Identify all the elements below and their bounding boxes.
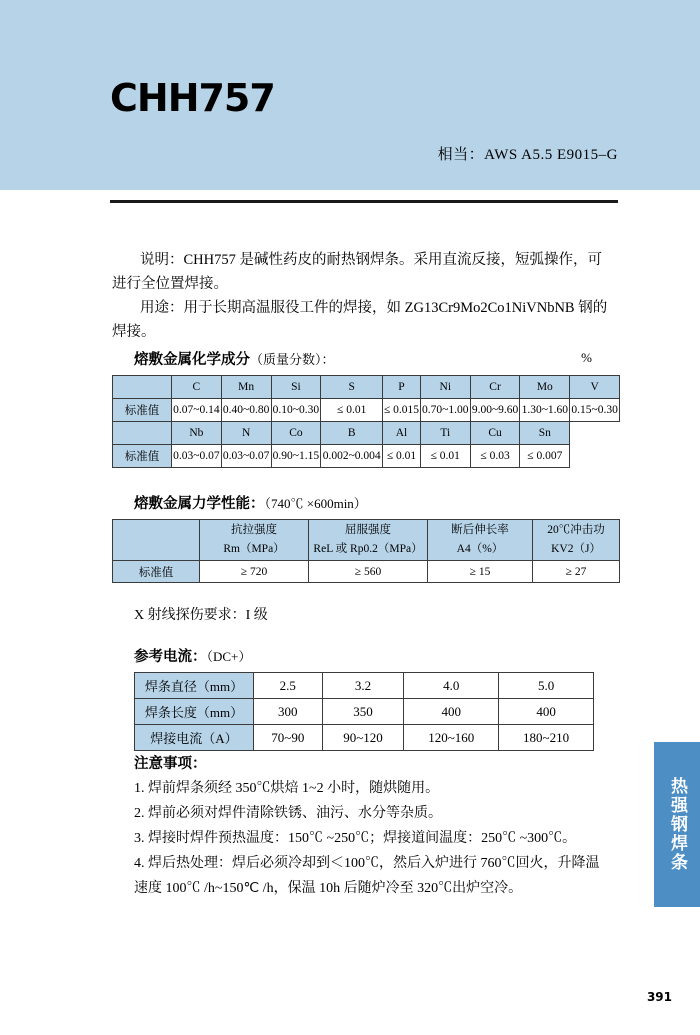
chemical-composition-table — [112, 375, 620, 468]
mech-header-yield-line2: ReL 或 Rp0.2（MPa） — [313, 543, 423, 555]
current-row-label-diameter: 焊条直径（mm） — [135, 673, 254, 699]
chem-header-s: S — [321, 376, 383, 399]
chem-header-mo: Mo — [520, 376, 570, 399]
chem-value-sn: ≤ 0.007 — [520, 445, 570, 468]
chem-header-ni: Ni — [420, 376, 470, 399]
chem-row-label-1: 标准值 — [113, 399, 172, 422]
chem-header-mn: Mn — [221, 376, 271, 399]
chem-corner-cell-2 — [113, 422, 172, 445]
table-row — [113, 561, 620, 583]
mech-value-elongation: ≥ 15 — [428, 561, 533, 583]
table-row — [113, 520, 620, 561]
table-row — [135, 673, 594, 699]
chem-value-mo: 1.30~1.60 — [520, 399, 570, 422]
current-row-label-amps: 焊接电流（A） — [135, 725, 254, 751]
current-diameter-4: 5.0 — [499, 673, 594, 699]
reference-current-table — [134, 672, 594, 751]
usage-label: 用途： — [140, 300, 184, 316]
mech-caption — [134, 492, 367, 513]
mech-header-impact — [533, 520, 620, 561]
chem-value-al: ≤ 0.01 — [383, 445, 421, 468]
chem-value-ni: 0.70~1.00 — [420, 399, 470, 422]
chem-caption-note: （质量分数）： — [250, 352, 335, 367]
description-label: 说明： — [140, 252, 184, 268]
chem-value-s: ≤ 0.01 — [321, 399, 383, 422]
mech-header-impact-line1: 20℃冲击功 — [547, 524, 605, 536]
chem-caption-main: 熔敷金属化学成分 — [134, 352, 250, 368]
note-item: 3. 焊接时焊件预热温度：150℃ ~250℃；焊接道间温度：250℃ ~300℃。 — [134, 831, 577, 846]
mech-header-yield — [309, 520, 428, 561]
chem-caption — [134, 348, 335, 369]
chem-header-n: N — [221, 422, 271, 445]
chem-row-label-2: 标准值 — [113, 445, 172, 468]
chem-header-c: C — [172, 376, 222, 399]
mech-value-yield: ≥ 560 — [309, 561, 428, 583]
current-length-2: 350 — [322, 699, 404, 725]
xray-requirement: X 射线探伤要求：I 级 — [134, 608, 268, 623]
chem-header-b: B — [321, 422, 383, 445]
chem-value-cu: ≤ 0.03 — [470, 445, 520, 468]
chem-corner-cell — [113, 376, 172, 399]
notes-title: 注意事项： — [134, 756, 207, 772]
page-title: CHH757 — [110, 76, 275, 120]
mech-header-tensile-line1: 抗拉强度 — [231, 524, 277, 536]
note-item: 4. 焊后热处理：焊后必须冷却到＜100℃，然后入炉进行 760℃回火，升降温速度 100℃ /h~150℃ /h，保温 10h 后随炉冷至 320℃出炉空冷。 — [134, 856, 600, 896]
mech-header-tensile-line2: Rm（MPa） — [223, 543, 285, 555]
current-amps-1: 70~90 — [254, 725, 323, 751]
chem-value-b: 0.002~0.004 — [321, 445, 383, 468]
current-diameter-2: 3.2 — [322, 673, 404, 699]
mech-header-elongation — [428, 520, 533, 561]
table-row — [113, 399, 620, 422]
table-row — [113, 445, 620, 468]
current-length-1: 300 — [254, 699, 323, 725]
chem-header-ti: Ti — [420, 422, 470, 445]
chem-value-c: 0.07~0.14 — [172, 399, 222, 422]
mech-caption-note: （740℃ ×600min） — [264, 496, 367, 511]
chem-header-sn: Sn — [520, 422, 570, 445]
mech-header-impact-line2: KV2（J） — [551, 543, 601, 555]
mech-value-tensile: ≥ 720 — [200, 561, 309, 583]
current-row-label-length: 焊条长度（mm） — [135, 699, 254, 725]
description-text: CHH757 是碱性药皮的耐热钢焊条。采用直流反接，短弧操作，可进行全位置焊接。 — [112, 252, 602, 292]
chem-value-p: ≤ 0.015 — [383, 399, 421, 422]
side-tab — [654, 742, 700, 907]
mech-header-tensile — [200, 520, 309, 561]
notes-list — [134, 776, 604, 901]
header-divider — [110, 200, 618, 203]
chem-header-cr: Cr — [470, 376, 520, 399]
mech-row-label: 标准值 — [113, 561, 200, 583]
chem-value-n: 0.03~0.07 — [221, 445, 271, 468]
current-length-4: 400 — [499, 699, 594, 725]
chem-value-ti: ≤ 0.01 — [420, 445, 470, 468]
side-tab-label: 热强钢焊条 — [667, 777, 687, 872]
chem-header-v: V — [570, 376, 620, 399]
description-paragraph — [112, 248, 612, 296]
mech-header-elongation-line2: A4（%） — [456, 543, 504, 555]
equivalent-standard: 相当：AWS A5.5 E9015–G — [437, 147, 618, 163]
current-amps-3: 120~160 — [404, 725, 499, 751]
current-amps-2: 90~120 — [322, 725, 404, 751]
chem-header-cu: Cu — [470, 422, 520, 445]
chem-value-nb: 0.03~0.07 — [172, 445, 222, 468]
mechanical-properties-table — [112, 519, 620, 583]
chem-header-si: Si — [271, 376, 321, 399]
chem-value-cr: 9.00~9.60 — [470, 399, 520, 422]
note-item: 1. 焊前焊条须经 350℃烘焙 1~2 小时，随烘随用。 — [134, 781, 440, 796]
mech-value-impact: ≥ 27 — [533, 561, 620, 583]
table-row — [135, 699, 594, 725]
note-item: 2. 焊前必须对焊件清除铁锈、油污、水分等杂质。 — [134, 806, 442, 821]
chem-header-p: P — [383, 376, 421, 399]
current-length-3: 400 — [404, 699, 499, 725]
chem-header-nb: Nb — [172, 422, 222, 445]
chem-header-al: Al — [383, 422, 421, 445]
current-diameter-1: 2.5 — [254, 673, 323, 699]
mech-corner-cell — [113, 520, 200, 561]
usage-paragraph — [112, 296, 612, 344]
current-caption — [134, 645, 251, 666]
mech-caption-main: 熔敷金属力学性能： — [134, 496, 265, 512]
chem-value-co: 0.90~1.15 — [271, 445, 321, 468]
current-caption-main: 参考电流： — [134, 649, 207, 665]
chem-value-v: 0.15~0.30 — [570, 399, 620, 422]
mech-header-yield-line1: 屈服强度 — [345, 524, 391, 536]
table-row — [113, 376, 620, 399]
current-caption-note: （DC+） — [206, 649, 252, 664]
mech-header-elongation-line1: 断后伸长率 — [451, 524, 509, 536]
table-row — [135, 725, 594, 751]
chem-value-si: 0.10~0.30 — [271, 399, 321, 422]
current-amps-4: 180~210 — [499, 725, 594, 751]
page-number: 391 — [646, 990, 672, 1004]
table-row — [113, 422, 620, 445]
chem-header-co: Co — [271, 422, 321, 445]
chem-unit: % — [581, 350, 592, 365]
chem-value-mn: 0.40~0.80 — [221, 399, 271, 422]
usage-text: 用于长期高温服役工件的焊接，如 ZG13Cr9Mo2Co1NiVNbNB 钢的焊接。 — [112, 300, 608, 340]
current-diameter-3: 4.0 — [404, 673, 499, 699]
